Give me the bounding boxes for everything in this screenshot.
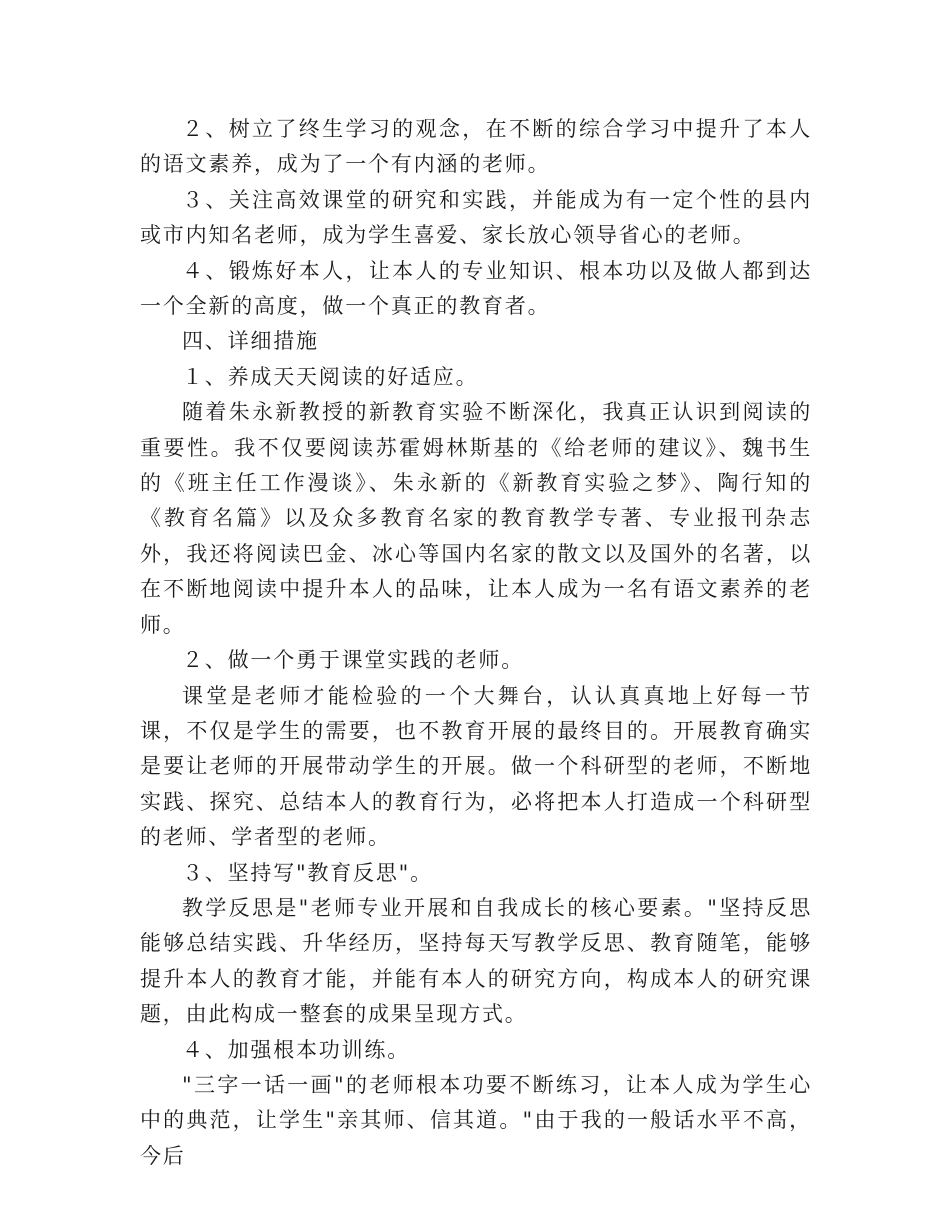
measure-1-heading: １、养成天天阅读的好适应。 (182, 364, 479, 389)
measure-2-body: 课堂是老师才能检验的一个大舞台，认认真真地上好每一节课，不仅是学生的需要，也不教育开展的最终目的。开展教育确实是要让老师的开展带动学生的开展。做一个科研型的老师，不断地实践、探究、总结本人的教育行为，必将把本人打造成一个科研型的老师、学者型的老师。 (140, 683, 812, 850)
paragraph-goal-3: ３、关注高效课堂的研究和实践，并能成为有一定个性的县内或市内知名老师，成为学生喜爱、家长放心领导省心的老师。 (140, 187, 812, 248)
measure-3-body: 教学反思是"老师专业开展和自我成长的核心要素。"坚持反思能够总结实践、升华经历，坚持每天写教学反思、教育随笔，能够提升本人的教育才能，并能有本人的研究方向，构成本人的研究课题，由此构成一整套的成果呈现方式。 (140, 895, 812, 1027)
paragraph-goal-4: ４、锻炼好本人，让本人的专业知识、根本功以及做人都到达一个全新的高度，做一个真正的教育者。 (140, 258, 812, 319)
document-body (140, 112, 812, 1174)
paragraph-goal-2: ２、树立了终生学习的观念，在不断的综合学习中提升了本人的语文素养，成为了一个有内涵的老师。 (140, 117, 812, 177)
measure-2-heading: ２、做一个勇于课堂实践的老师。 (182, 648, 524, 673)
measure-4-body: "三字一话一画"的老师根本功要不断练习，让本人成为学生心中的典范，让学生"亲其师、信其道。"由于我的一般话水平不高，今后 (140, 1072, 812, 1168)
section-heading-measures: 四、详细措施 (182, 329, 319, 354)
measure-3-heading: ３、坚持写"教育反思"。 (182, 860, 433, 885)
measure-4-heading: ４、加强根本功训练。 (182, 1037, 410, 1062)
measure-1-body: 随着朱永新教授的新教育实验不断深化，我真正认识到阅读的重要性。我不仅要阅读苏霍姆林斯基的《给老师的建议》、魏书生的《班主任工作漫谈》、朱永新的《新教育实验之梦》、陶行知的《教育名篇》以及众多教育名家的教育教学专著、专业报刊杂志外，我还将阅读巴金、冰心等国内名家的散文以及国外的名著，以在不断地阅读中提升本人的品味，让本人成为一名有语文素养的老师。 (140, 400, 812, 637)
